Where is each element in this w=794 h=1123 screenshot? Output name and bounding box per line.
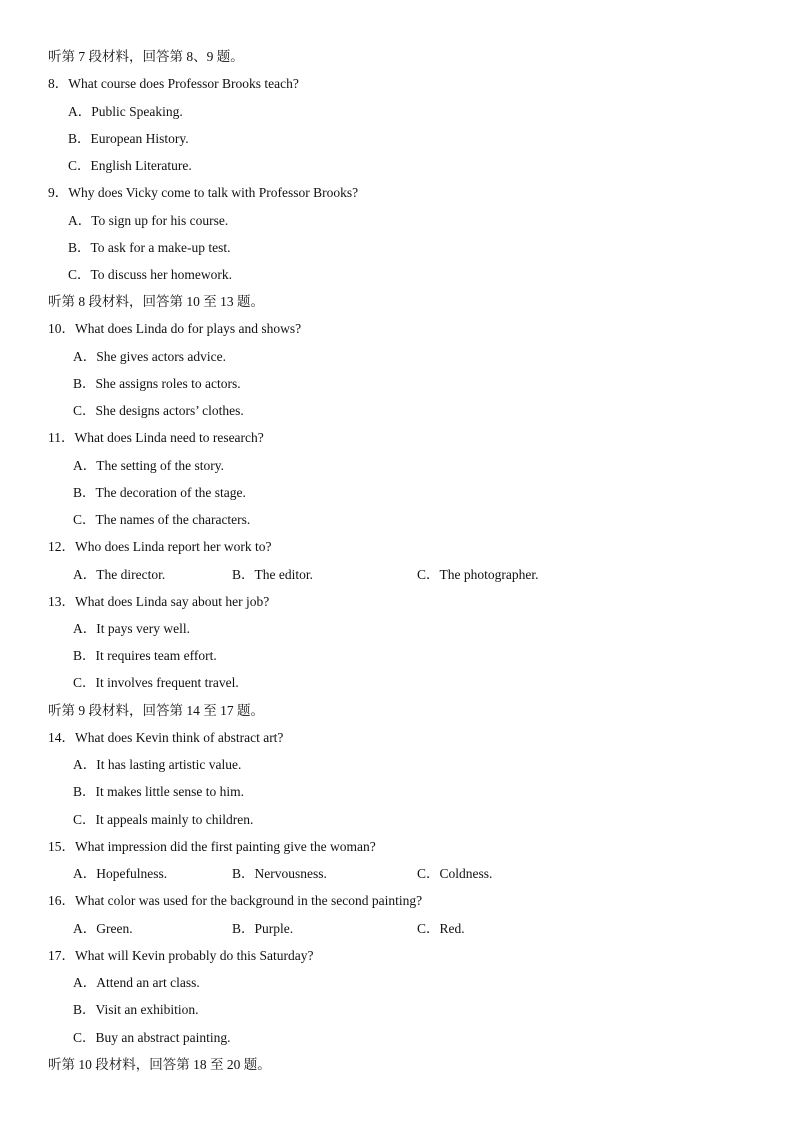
question-11: 11．What does Linda need to research?	[48, 430, 264, 445]
option-17c: C．Buy an abstract painting.	[73, 1030, 231, 1045]
question-10: 10．What does Linda do for plays and shows?	[48, 321, 302, 336]
option-9c: C．To discuss her homework.	[68, 267, 233, 282]
option-17a: A．Attend an art class.	[73, 975, 200, 990]
question-16: 16．What color was used for the background in the second painting?	[48, 893, 423, 908]
section-heading-7: 听第 7 段材料，回答第 8、9 题。	[48, 49, 244, 64]
question-8: 8．What course does Professor Brooks teach?	[48, 76, 299, 91]
option-10b: B．She assigns roles to actors.	[73, 376, 241, 391]
option-15a: A．Hopefulness.	[73, 866, 168, 881]
option-9b: B．To ask for a make-up test.	[68, 240, 231, 255]
options-row-15	[0, 866, 794, 882]
section-heading-10: 听第 10 段材料，回答第 18 至 20 题。	[48, 1057, 271, 1072]
option-13a: A．It pays very well.	[73, 621, 190, 636]
question-15: 15．What impression did the first painting give the woman?	[48, 839, 376, 854]
question-9: 9．Why does Vicky come to talk with Professor Brooks?	[48, 185, 359, 200]
option-10c: C．She designs actors’ clothes.	[73, 403, 244, 418]
option-16b: B．Purple.	[232, 921, 294, 936]
question-14: 14．What does Kevin think of abstract art?	[48, 730, 284, 745]
option-11b: B．The decoration of the stage.	[73, 485, 246, 500]
option-16a: A．Green.	[73, 921, 133, 936]
option-15c: C．Coldness.	[417, 866, 493, 881]
option-16c: C．Red.	[417, 921, 465, 936]
section-heading-8: 听第 8 段材料，回答第 10 至 13 题。	[48, 294, 264, 309]
option-15b: B．Nervousness.	[232, 866, 327, 881]
option-8a: A．Public Speaking.	[68, 104, 183, 119]
option-11a: A．The setting of the story.	[73, 458, 224, 473]
options-row-16	[0, 921, 794, 937]
option-10a: A．She gives actors advice.	[73, 349, 226, 364]
option-14c: C．It appeals mainly to children.	[73, 812, 254, 827]
question-13: 13．What does Linda say about her job?	[48, 594, 270, 609]
question-17: 17．What will Kevin probably do this Saturday?	[48, 948, 314, 963]
option-8b: B．European History.	[68, 131, 189, 146]
option-13c: C．It involves frequent travel.	[73, 675, 239, 690]
option-9a: A．To sign up for his course.	[68, 213, 229, 228]
section-heading-9: 听第 9 段材料，回答第 14 至 17 题。	[48, 703, 264, 718]
option-11c: C．The names of the characters.	[73, 512, 251, 527]
options-row-12	[0, 567, 794, 583]
option-17b: B．Visit an exhibition.	[73, 1002, 199, 1017]
option-12c: C．The photographer.	[417, 567, 539, 582]
option-13b: B．It requires team effort.	[73, 648, 217, 663]
question-12: 12．Who does Linda report her work to?	[48, 539, 272, 554]
option-8c: C．English Literature.	[68, 158, 192, 173]
option-14b: B．It makes little sense to him.	[73, 784, 244, 799]
option-12b: B．The editor.	[232, 567, 313, 582]
option-12a: A．The director.	[73, 567, 166, 582]
option-14a: A．It has lasting artistic value.	[73, 757, 242, 772]
